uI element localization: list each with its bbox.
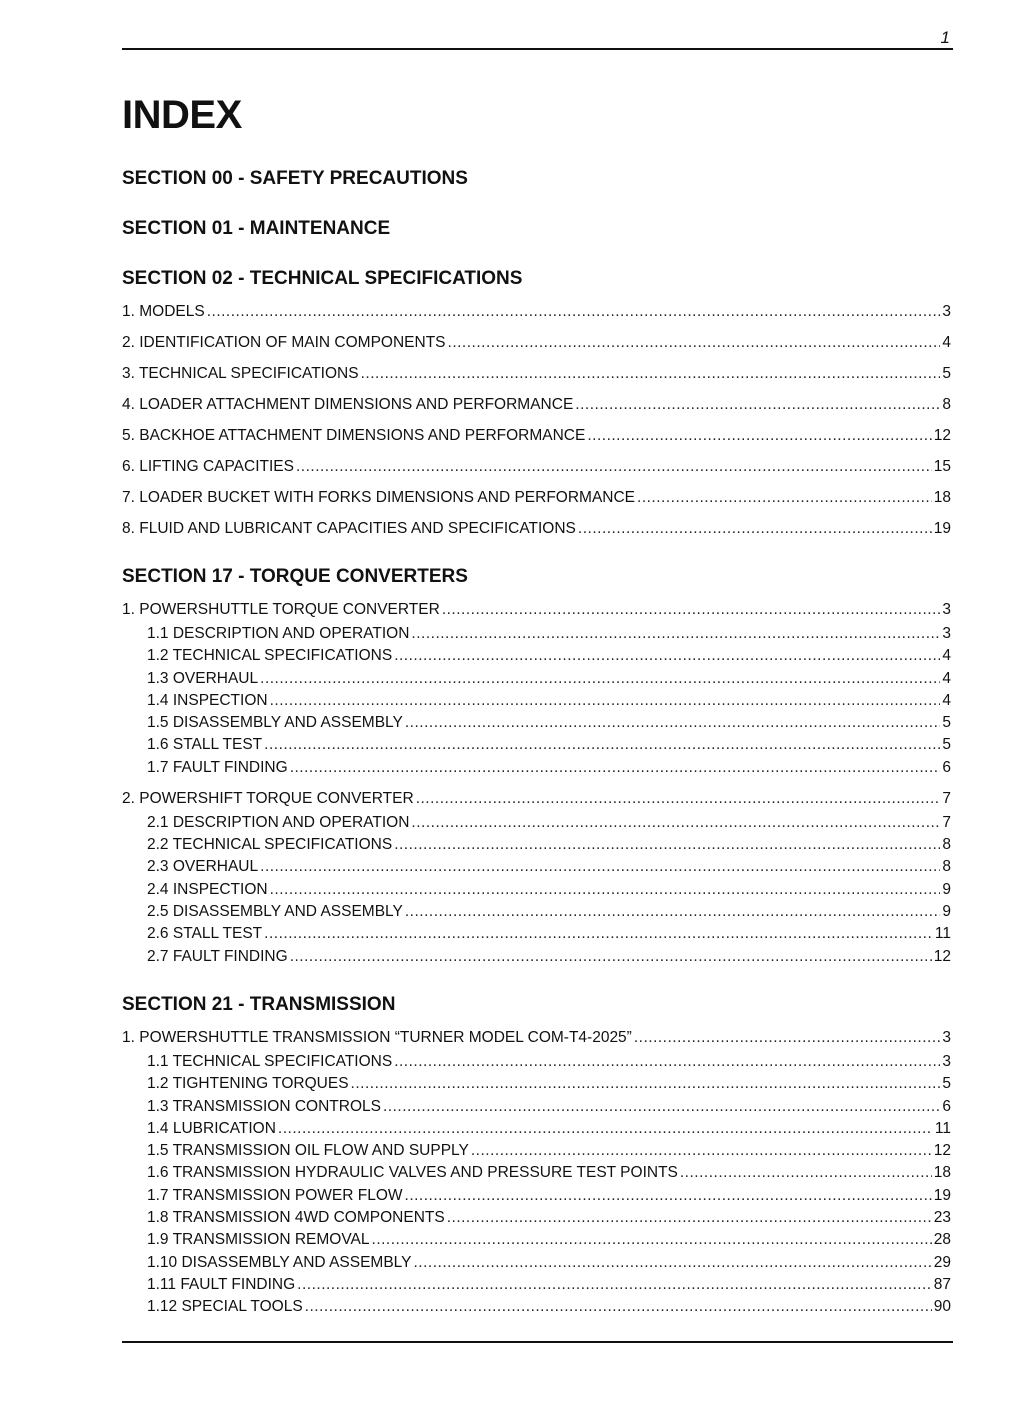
leader-dots	[575, 395, 940, 414]
toc-subentry[interactable]	[122, 1297, 951, 1316]
toc-entry-label: 8. FLUID AND LUBRICANT CAPACITIES AND SPECIFICATIONS	[122, 520, 576, 537]
toc-entry-label: 1.6 TRANSMISSION HYDRAULIC VALVES AND PRESSURE TEST POINTS	[147, 1164, 678, 1182]
toc-entry-label: 2.7 FAULT FINDING	[147, 947, 288, 965]
toc-entry-page: 11	[934, 1119, 951, 1137]
toc-entry-page: 18	[933, 1164, 951, 1182]
toc-subentry[interactable]	[122, 691, 951, 710]
toc-entry-label: 2. IDENTIFICATION OF MAIN COMPONENTS	[122, 334, 446, 351]
leader-dots	[290, 758, 941, 777]
toc-entry-page: 23	[933, 1209, 951, 1227]
toc-entry-label: 2.1 DESCRIPTION AND OPERATION	[147, 813, 410, 831]
toc-entry[interactable]	[122, 789, 951, 808]
leader-dots	[264, 924, 933, 943]
toc-entry-page: 3	[942, 303, 951, 320]
toc-entry-label: 1.8 TRANSMISSION 4WD COMPONENTS	[147, 1209, 445, 1227]
toc-subentry[interactable]	[122, 1052, 951, 1071]
toc-section-17	[122, 600, 951, 966]
toc-entry-page: 4	[942, 334, 951, 351]
toc-entry-label: 3. TECHNICAL SPECIFICATIONS	[122, 365, 359, 382]
leader-dots	[394, 646, 940, 665]
toc-entry-label: 2. POWERSHIFT TORQUE CONVERTER	[122, 789, 414, 807]
toc-subentry[interactable]	[122, 713, 951, 732]
toc-entry-page: 6	[942, 758, 951, 776]
leader-dots	[411, 624, 940, 643]
toc-subentry[interactable]	[122, 947, 951, 966]
toc-entry-label: 2.3 OVERHAUL	[147, 858, 259, 876]
toc-entry[interactable]	[122, 457, 951, 476]
toc-subentry[interactable]	[122, 1141, 951, 1160]
toc-entry-page: 9	[942, 880, 951, 898]
toc-section-21	[122, 1028, 951, 1316]
section-heading-00: SECTION 00 - SAFETY PRECAUTIONS	[122, 168, 468, 189]
toc-entry-label: 1.3 OVERHAUL	[147, 669, 259, 687]
leader-dots	[394, 1052, 940, 1071]
toc-entry-page: 5	[942, 1075, 951, 1093]
toc-subentry[interactable]	[122, 1208, 951, 1227]
toc-entry-label: 1.1 DESCRIPTION AND OPERATION	[147, 625, 410, 642]
toc-entry-label: 1. POWERSHUTTLE TORQUE CONVERTER	[122, 601, 440, 618]
leader-dots	[383, 1097, 940, 1116]
toc-entry-label: 1.3 TRANSMISSION CONTROLS	[147, 1097, 381, 1115]
toc-entry[interactable]	[122, 395, 951, 414]
toc-entry[interactable]	[122, 1028, 951, 1047]
toc-subentry[interactable]	[122, 880, 951, 899]
toc-entry-label: 1.2 TECHNICAL SPECIFICATIONS	[147, 647, 393, 665]
leader-dots	[447, 1208, 932, 1227]
toc-entry[interactable]	[122, 302, 951, 321]
toc-subentry[interactable]	[122, 1253, 951, 1272]
toc-entry-page: 18	[933, 489, 951, 506]
toc-entry-page: 29	[933, 1253, 951, 1271]
toc-entry-page: 19	[933, 520, 951, 537]
leader-dots	[278, 1119, 933, 1138]
leader-dots	[634, 1028, 941, 1047]
toc-entry-page: 12	[933, 427, 951, 444]
toc-entry[interactable]	[122, 600, 951, 619]
leader-dots	[394, 835, 940, 854]
leader-dots	[260, 669, 940, 688]
toc-entry-page: 8	[942, 836, 951, 854]
toc-entry-page: 7	[942, 813, 951, 831]
section-heading-02: SECTION 02 - TECHNICAL SPECIFICATIONS	[122, 268, 523, 289]
toc-entry-page: 12	[933, 947, 951, 965]
toc-entry-page: 90	[933, 1298, 951, 1316]
toc-entry-page: 3	[942, 601, 951, 618]
toc-entry[interactable]	[122, 488, 951, 507]
toc-entry-page: 28	[933, 1231, 951, 1249]
toc-subentry[interactable]	[122, 1119, 951, 1138]
toc-entry-page: 87	[933, 1275, 951, 1293]
leader-dots	[297, 1275, 932, 1294]
toc-entry-label: 1.5 DISASSEMBLY AND ASSEMBLY	[147, 714, 403, 732]
toc-subentry[interactable]	[122, 857, 951, 876]
toc-entry-page: 5	[942, 714, 951, 732]
toc-entry-page: 3	[942, 1053, 951, 1070]
leader-dots	[411, 813, 940, 832]
toc-subentry[interactable]	[122, 624, 951, 643]
leader-dots	[637, 488, 932, 507]
toc-entry-label: 1.4 INSPECTION	[147, 691, 268, 709]
leader-dots	[264, 735, 940, 754]
toc-subentry[interactable]	[122, 1186, 951, 1205]
leader-dots	[448, 333, 941, 352]
leader-dots	[270, 880, 941, 899]
toc-subentry[interactable]	[122, 1230, 951, 1249]
toc-subentry[interactable]	[122, 1074, 951, 1093]
leader-dots	[305, 1297, 932, 1316]
toc-entry-label: 5. BACKHOE ATTACHMENT DIMENSIONS AND PERFORMANCE	[122, 427, 586, 444]
toc-entry-page: 4	[942, 647, 951, 665]
toc-entry[interactable]	[122, 426, 951, 445]
toc-entry-page: 8	[942, 396, 951, 413]
toc-entry-page: 4	[942, 669, 951, 687]
toc-entry-page: 15	[933, 458, 951, 475]
toc-entry-page: 12	[933, 1142, 951, 1160]
toc-subentry[interactable]	[122, 1097, 951, 1116]
leader-dots	[413, 1253, 931, 1272]
leader-dots	[270, 691, 941, 710]
toc-entry-label: 1.4 LUBRICATION	[147, 1119, 276, 1137]
toc-entry-page: 5	[942, 736, 951, 754]
toc-subentry[interactable]	[122, 735, 951, 754]
section-heading-01: SECTION 01 - MAINTENANCE	[122, 218, 391, 239]
leader-dots	[416, 789, 941, 808]
leader-dots	[361, 364, 941, 383]
section-heading-21: SECTION 21 - TRANSMISSION	[122, 994, 396, 1015]
toc-subentry[interactable]	[122, 902, 951, 921]
toc-entry-page: 6	[942, 1097, 951, 1115]
toc-entry-label: 1.7 FAULT FINDING	[147, 758, 288, 776]
leader-dots	[405, 1186, 932, 1205]
toc-entry-label: 1.11 FAULT FINDING	[147, 1275, 296, 1293]
toc-entry-page: 11	[934, 925, 951, 943]
page-number: 1	[940, 28, 950, 47]
toc-entry-label: 2.2 TECHNICAL SPECIFICATIONS	[147, 836, 393, 854]
toc-entry-page: 4	[942, 691, 951, 709]
leader-dots	[405, 713, 941, 732]
leader-dots	[471, 1141, 932, 1160]
toc-entry-page: 3	[942, 1029, 951, 1046]
page-title: INDEX	[122, 93, 242, 137]
toc-entry-label: 1.9 TRANSMISSION REMOVAL	[147, 1231, 370, 1249]
leader-dots	[351, 1074, 941, 1093]
toc-entry-label: 2.4 INSPECTION	[147, 880, 268, 898]
leader-dots	[296, 457, 932, 476]
leader-dots	[578, 519, 932, 538]
toc-entry-label: 2.5 DISASSEMBLY AND ASSEMBLY	[147, 902, 403, 920]
toc-entry-label: 1. MODELS	[122, 303, 205, 320]
header-rule	[122, 48, 953, 50]
leader-dots	[680, 1163, 932, 1182]
toc-subentry[interactable]	[122, 1163, 951, 1182]
toc-entry[interactable]	[122, 333, 951, 352]
toc-entry-label: 1. POWERSHUTTLE TRANSMISSION “TURNER MODEL COM-T4-2025”	[122, 1029, 632, 1046]
toc-entry-label: 1.2 TIGHTENING TORQUES	[147, 1075, 349, 1093]
toc-subentry[interactable]	[122, 813, 951, 832]
leader-dots	[260, 857, 940, 876]
section-heading-17: SECTION 17 - TORQUE CONVERTERS	[122, 566, 468, 587]
toc-entry[interactable]	[122, 364, 951, 383]
toc-entry-label: 7. LOADER BUCKET WITH FORKS DIMENSIONS AND PERFORMANCE	[122, 489, 636, 506]
toc-subentry[interactable]	[122, 669, 951, 688]
toc-entry[interactable]	[122, 519, 951, 538]
toc-subentry[interactable]	[122, 646, 951, 665]
leader-dots	[207, 302, 941, 321]
toc-entry-label: 1.6 STALL TEST	[147, 736, 263, 754]
toc-subentry[interactable]	[122, 758, 951, 777]
toc-entry-label: 1.12 SPECIAL TOOLS	[147, 1298, 303, 1316]
toc-entry-page: 8	[942, 858, 951, 876]
leader-dots	[372, 1230, 932, 1249]
toc-entry-label: 4. LOADER ATTACHMENT DIMENSIONS AND PERFORMANCE	[122, 396, 574, 413]
toc-entry-page: 7	[942, 789, 951, 807]
toc-entry-label: 1.5 TRANSMISSION OIL FLOW AND SUPPLY	[147, 1142, 469, 1160]
toc-subentry[interactable]	[122, 924, 951, 943]
toc-entry-page: 3	[942, 625, 951, 642]
leader-dots	[290, 947, 932, 966]
leader-dots	[405, 902, 941, 921]
footer-rule	[122, 1341, 953, 1343]
toc-section-02	[122, 302, 951, 538]
toc-entry-label: 6. LIFTING CAPACITIES	[122, 458, 294, 475]
toc-entry-label: 1.10 DISASSEMBLY AND ASSEMBLY	[147, 1253, 412, 1271]
toc-entry-label: 1.1 TECHNICAL SPECIFICATIONS	[147, 1053, 393, 1070]
toc-entry-label: 2.6 STALL TEST	[147, 925, 263, 943]
leader-dots	[442, 600, 941, 619]
toc-entry-page: 19	[933, 1186, 951, 1204]
leader-dots	[587, 426, 931, 445]
toc-entry-page: 5	[942, 365, 951, 382]
toc-subentry[interactable]	[122, 1275, 951, 1294]
toc-subentry[interactable]	[122, 835, 951, 854]
toc-entry-page: 9	[942, 902, 951, 920]
toc-entry-label: 1.7 TRANSMISSION POWER FLOW	[147, 1186, 403, 1204]
